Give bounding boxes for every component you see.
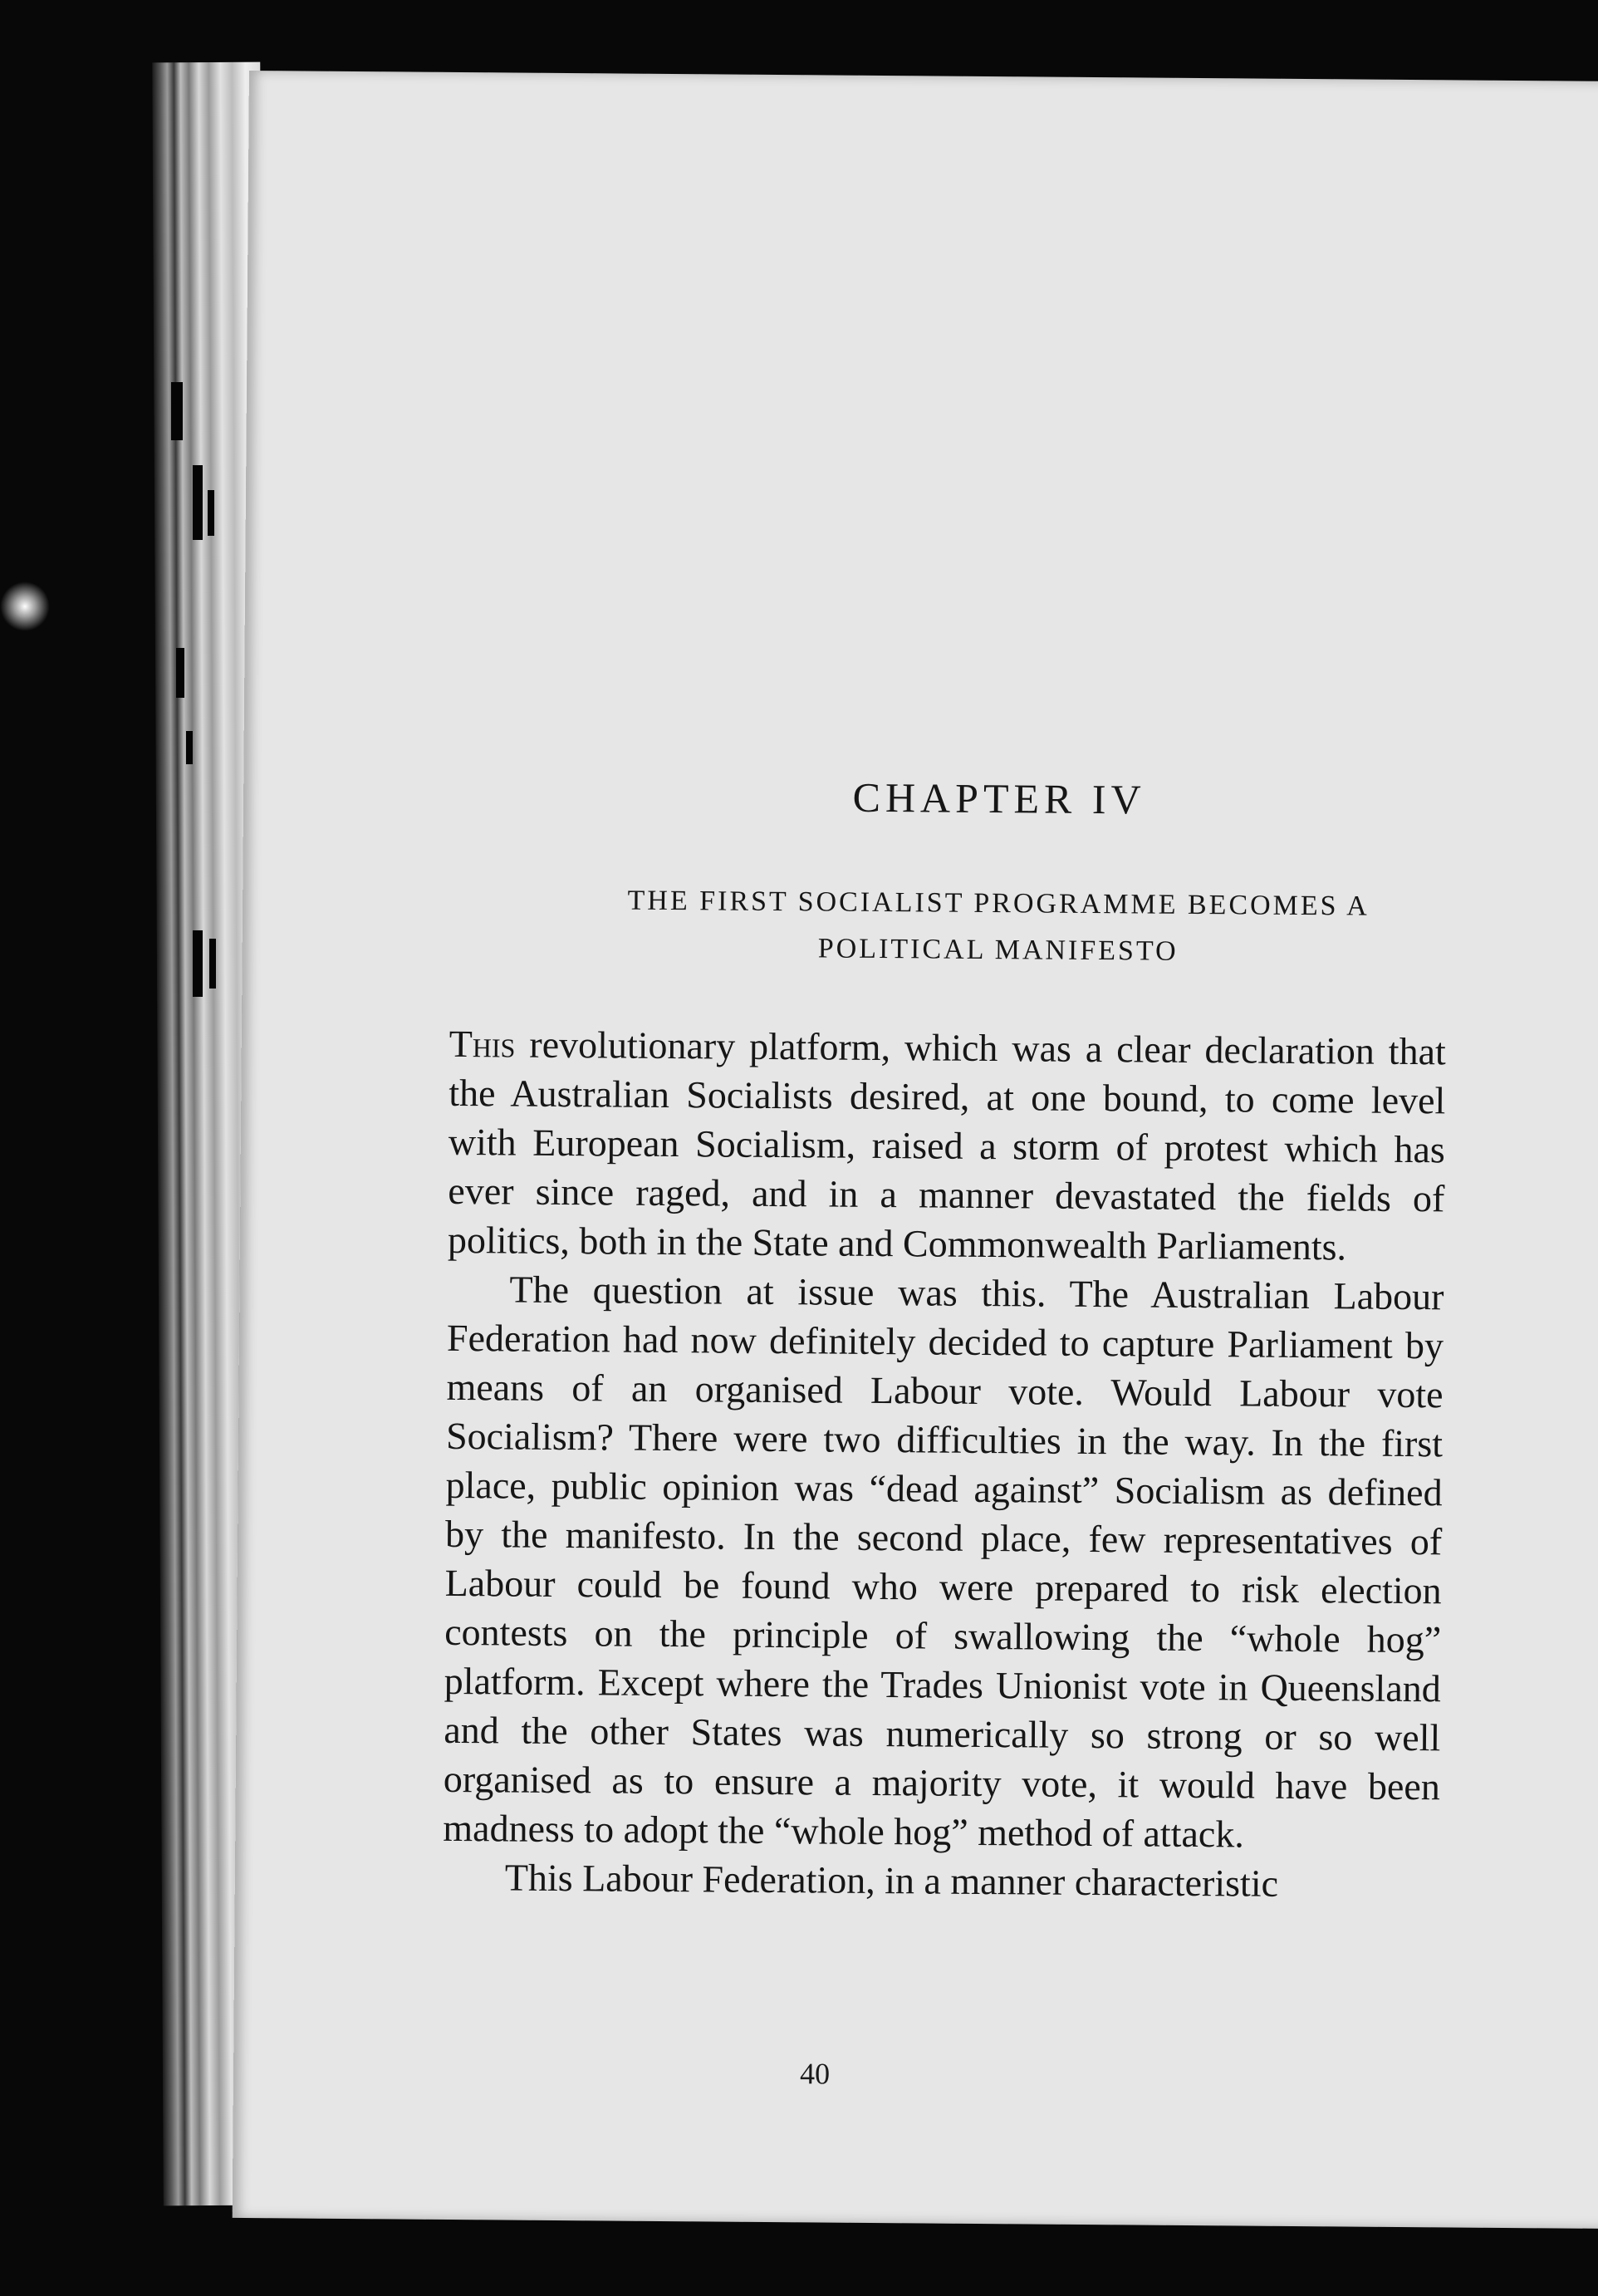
- chapter-subtitle-line-2: POLITICAL MANIFESTO: [817, 933, 1179, 967]
- chapter-subtitle-line-1: THE FIRST SOCIALIST PROGRAMME BECOMES A: [627, 885, 1370, 922]
- book-page: [233, 71, 1598, 2229]
- page-text-block: [443, 670, 1449, 1909]
- light-glare: [0, 581, 50, 631]
- paragraph-2: The question at issue was this. The Australian Labour Federation had now definitely decided to capture Parliament by means of an organised Labour vote. Would Labour vote Socialism? There were two difficulties in the way. In the first place, public opinion was “dead against” Socialism as defined by the manifesto. In the second place, few representatives of Labour could be found who were prepared to risk election contests on the principle of swallowing the “whole hog” platform. Except where the Trades Unionist vote in Queensland and the other States was numerically so strong or so well organised as to ensure a majority vote, it would have been madness to adopt the “whole hog” method of attack.: [443, 1268, 1444, 1856]
- paragraph-1-text: revolutionary platform, which was a clear declaration that the Australian Socialists desired, at one bound, to come level with European Socialism, raised a storm of protest which has ever since raged, and in a manner devastated the fields of politics, both in the State and Commonwealth Parliaments.: [447, 1023, 1446, 1268]
- chapter-subtitle: [550, 877, 1448, 977]
- paragraph-3: This Labour Federation, in a manner characteristic: [504, 1856, 1279, 1905]
- paragraph-1-lead: This: [449, 1022, 516, 1066]
- paragraph-1: [448, 1019, 1446, 1272]
- page-number: 40: [799, 2057, 831, 2091]
- chapter-title: CHAPTER IV: [852, 773, 1146, 823]
